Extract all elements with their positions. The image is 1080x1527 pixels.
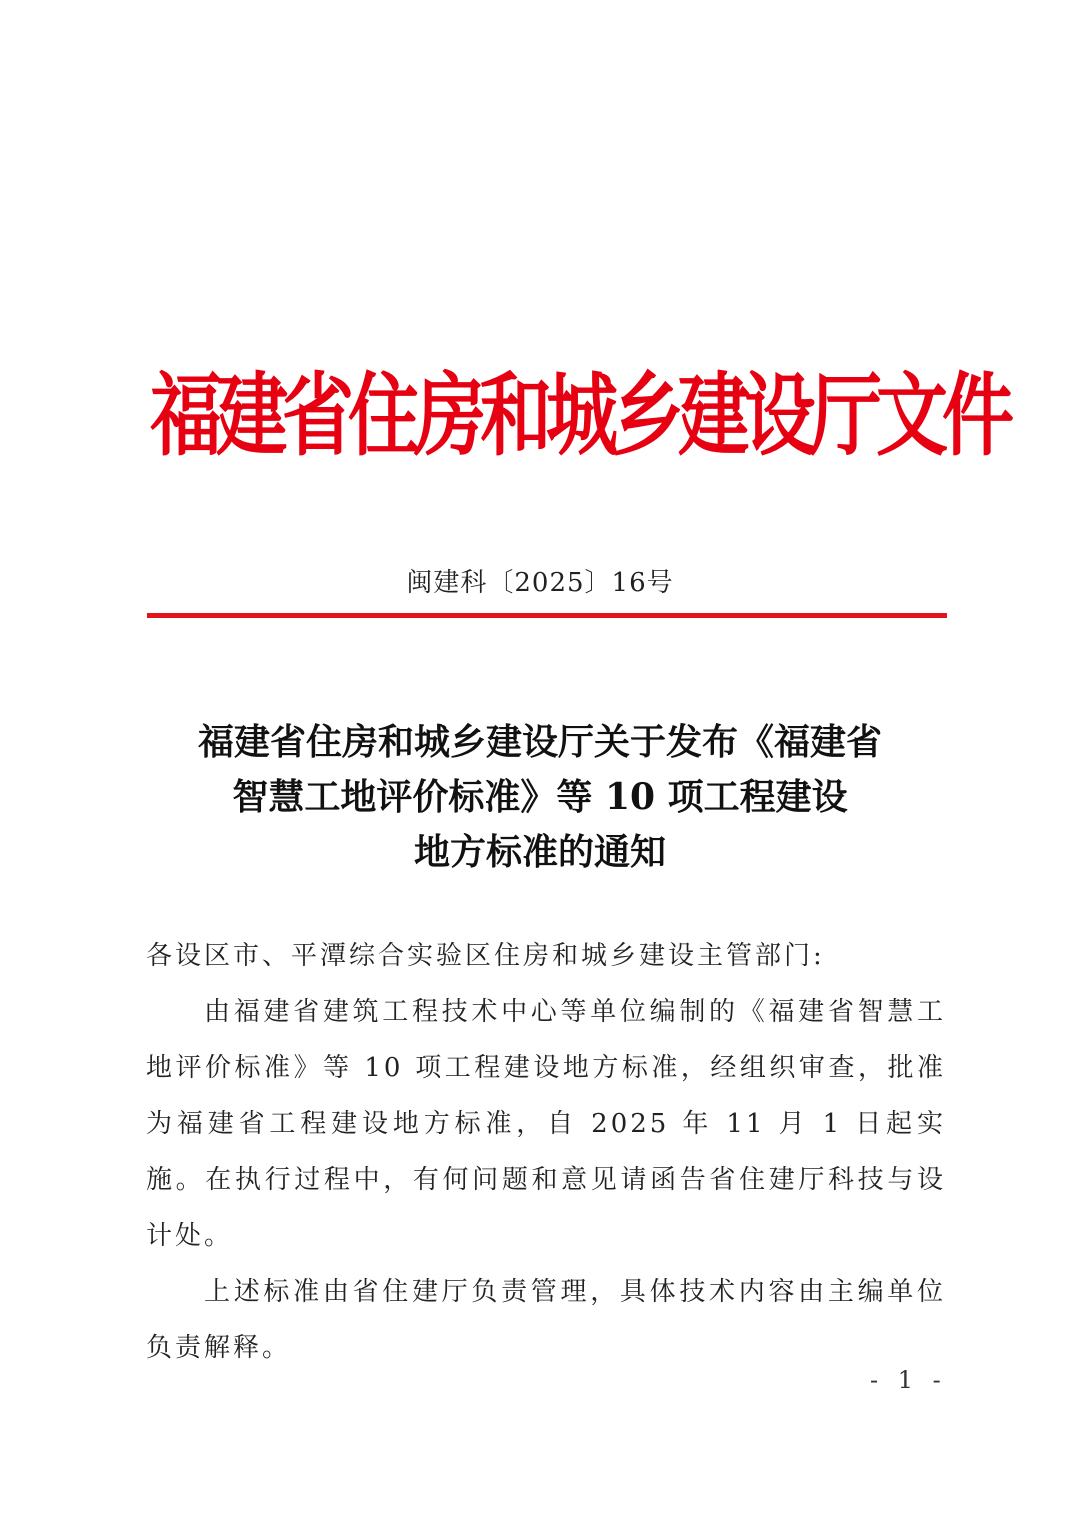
notice-title-line-1: 福建省住房和城乡建设厅关于发布《福建省	[197, 721, 882, 763]
notice-body	[146, 928, 946, 1376]
document-number: 闽建科〔2025〕16号	[406, 568, 674, 598]
body-paragraph: 上述标准由省住建厅负责管理，具体技术内容由主编单位负责解释。	[146, 1277, 946, 1363]
red-divider-rule	[147, 613, 947, 618]
salutation: 各设区市、平潭综合实验区住房和城乡建设主管部门:	[146, 941, 825, 971]
notice-title-line-3: 地方标准的通知	[413, 831, 666, 873]
notice-title-line-2: 智慧工地评价标准》等 10 项工程建设	[232, 776, 848, 818]
document-masthead: 福建省住房和城乡建设厅文件	[150, 361, 1009, 468]
page-number: - 1 -	[870, 1366, 947, 1394]
notice-title	[140, 715, 940, 880]
body-paragraph: 由福建省建筑工程技术中心等单位编制的《福建省智慧工地评价标准》等 10 项工程建设地方标准，经组织审查，批准为福建省工程建设地方标准，自 2025 年 11 月 1 日起实施。在执行过程中，有何问题和意见请函告省住建厅科技与设计处。	[146, 997, 946, 1251]
